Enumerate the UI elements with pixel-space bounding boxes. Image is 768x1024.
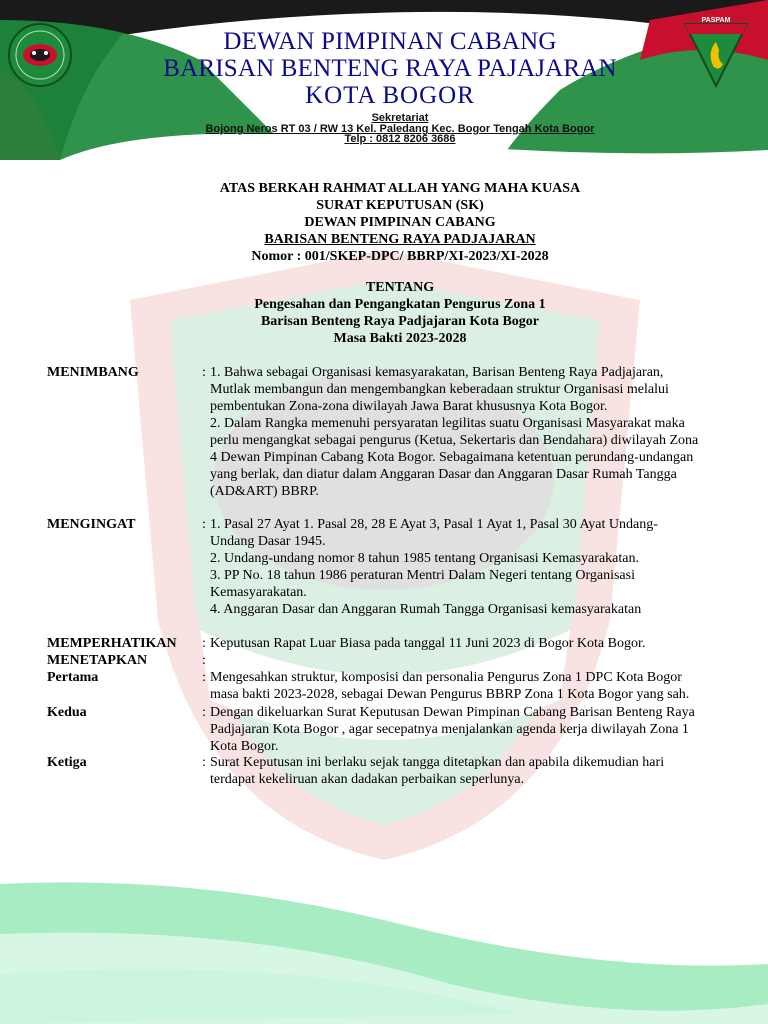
pertama-colon: : [202, 670, 206, 685]
mengingat-text [210, 516, 755, 618]
heading-line4: BARISAN BENTENG RAYA PADJAJARAN [264, 232, 536, 247]
ketiga-colon: : [202, 755, 206, 770]
org-title-line3: KOTA BOGOR [305, 82, 475, 109]
menimbang-line: yang berlak, dan diatur dalam Anggaran Dasar dan Anggaran Dasar Rumah Tangga [210, 467, 677, 482]
kedua-label: Kedua [47, 705, 87, 720]
menetapkan-colon: : [202, 653, 206, 668]
heading-line3: DEWAN PIMPINAN CABANG [304, 215, 496, 230]
memperhatikan-colon: : [202, 636, 206, 651]
memperhatikan-label: MEMPERHATIKAN [47, 636, 177, 651]
heading-line2: SURAT KEPUTUSAN (SK) [316, 198, 484, 213]
tentang-label: TENTANG [365, 280, 435, 295]
right-logo [683, 16, 749, 88]
tentang-line1: Pengesahan dan Pengangkatan Pengurus Zona 1 [254, 297, 546, 312]
ketiga-line: Surat Keputusan ini berlaku sejak tangga ditetapkan dan apabila dikemudian hari [210, 755, 665, 770]
kedua-line: Padjajaran Kota Bogor , agar secepatnya menjalankan agenda kerja diwilayah Zona 1 [210, 722, 689, 737]
menimbang-line: 2. Dalam Rangka memenuhi persyaratan legilitas suatu Organisasi Masyarakat maka [210, 416, 685, 431]
mengingat-line: 2. Undang-undang nomor 8 tahun 1985 tentang Organisasi Kemasyarakatan. [210, 551, 639, 566]
mengingat-colon: : [202, 517, 206, 532]
address-line: Bojong Neros RT 03 / RW 13 Kel. Paledang Kec. Bogor Tengah Kota Bogor [205, 123, 595, 135]
ketiga-text [210, 754, 755, 788]
kedua-line: Dengan dikeluarkan Surat Keputusan Dewan Pimpinan Cabang Barisan Benteng Raya [210, 705, 695, 720]
pertama-line: masa bakti 2023-2028, sebagai Dewan Pengurus BBRP Zona 1 Kota Bogor yang sah. [210, 687, 690, 702]
tentang-line2: Barisan Benteng Raya Padjajaran Kota Bogor [260, 314, 540, 329]
kedua-line: Kota Bogor. [210, 739, 279, 754]
phone-line: Telp : 0812 8206 3686 [344, 133, 456, 145]
menimbang-line: perlu mengangkat sebagai pengurus (Ketua, Sekertaris dan Bendahara) diwilayah Zona [210, 433, 699, 448]
right-logo-text: PASPAM [701, 17, 731, 24]
pertama-label: Pertama [47, 670, 99, 685]
mengingat-line: 4. Anggaran Dasar dan Anggaran Rumah Tangga Organisasi kemasyarakatan [210, 602, 642, 617]
kedua-colon: : [202, 705, 206, 720]
tentang-line3: Masa Bakti 2023-2028 [333, 331, 467, 346]
org-title-line1: DEWAN PIMPINAN CABANG [223, 28, 557, 55]
kedua-text [210, 704, 755, 755]
left-logo [6, 22, 74, 88]
menimbang-line: 1. Bahwa sebagai Organisasi kemasyarakatan, Barisan Benteng Raya Padjajaran, [210, 365, 664, 380]
sekretariat-label: Sekretariat [371, 112, 429, 124]
menimbang-label: MENIMBANG [47, 365, 139, 380]
ketiga-line: terdapat kekeliruan akan dadakan perbaikan seperlunya. [210, 772, 525, 787]
menimbang-text [210, 364, 755, 500]
mengingat-line: Undang Dasar 1945. [210, 534, 326, 549]
mengingat-label: MENGINGAT [47, 517, 136, 532]
document-number: Nomor : 001/SKEP-DPC/ BBRP/XI-2023/XI-2028 [251, 249, 549, 264]
ketiga-label: Ketiga [47, 755, 87, 770]
footer-waves [0, 864, 768, 1024]
pertama-line: Mengesahkan struktur, komposisi dan personalia Pengurus Zona 1 DPC Kota Bogor [210, 670, 682, 685]
memperhatikan-line: Keputusan Rapat Luar Biasa pada tanggal 11 Juni 2023 di Bogor Kota Bogor. [210, 636, 646, 651]
heading-line1: ATAS BERKAH RAHMAT ALLAH YANG MAHA KUASA [219, 181, 581, 196]
menimbang-line: Mutlak membangun dan mengembangkan keberadaan struktur Organisasi melalui [210, 382, 669, 397]
menimbang-line: (AD&ART) BBRP. [210, 484, 319, 499]
menimbang-line: 4 Dewan Pimpinan Cabang Kota Bogor. Sebagaimana ketentuan perundang-undangan [210, 450, 694, 465]
mengingat-line: 1. Pasal 27 Ayat 1. Pasal 28, 28 E Ayat 3, Pasal 1 Ayat 1, Pasal 30 Ayat Undang- [210, 517, 658, 532]
memperhatikan-text [210, 635, 755, 652]
mengingat-line: Kemasyarakatan. [210, 585, 307, 600]
org-title-line2: BARISAN BENTENG RAYA PAJAJARAN [163, 55, 617, 82]
pertama-text [210, 669, 755, 703]
mengingat-line: 3. PP No. 18 tahun 1986 peraturan Mentri Dalam Negeri tentang Organisasi [210, 568, 635, 583]
menetapkan-label: MENETAPKAN [47, 653, 148, 668]
menimbang-line: pembentukan Zona-zona diwilayah Jawa Barat khususnya Kota Bogor. [210, 399, 608, 414]
menimbang-colon: : [202, 365, 206, 380]
